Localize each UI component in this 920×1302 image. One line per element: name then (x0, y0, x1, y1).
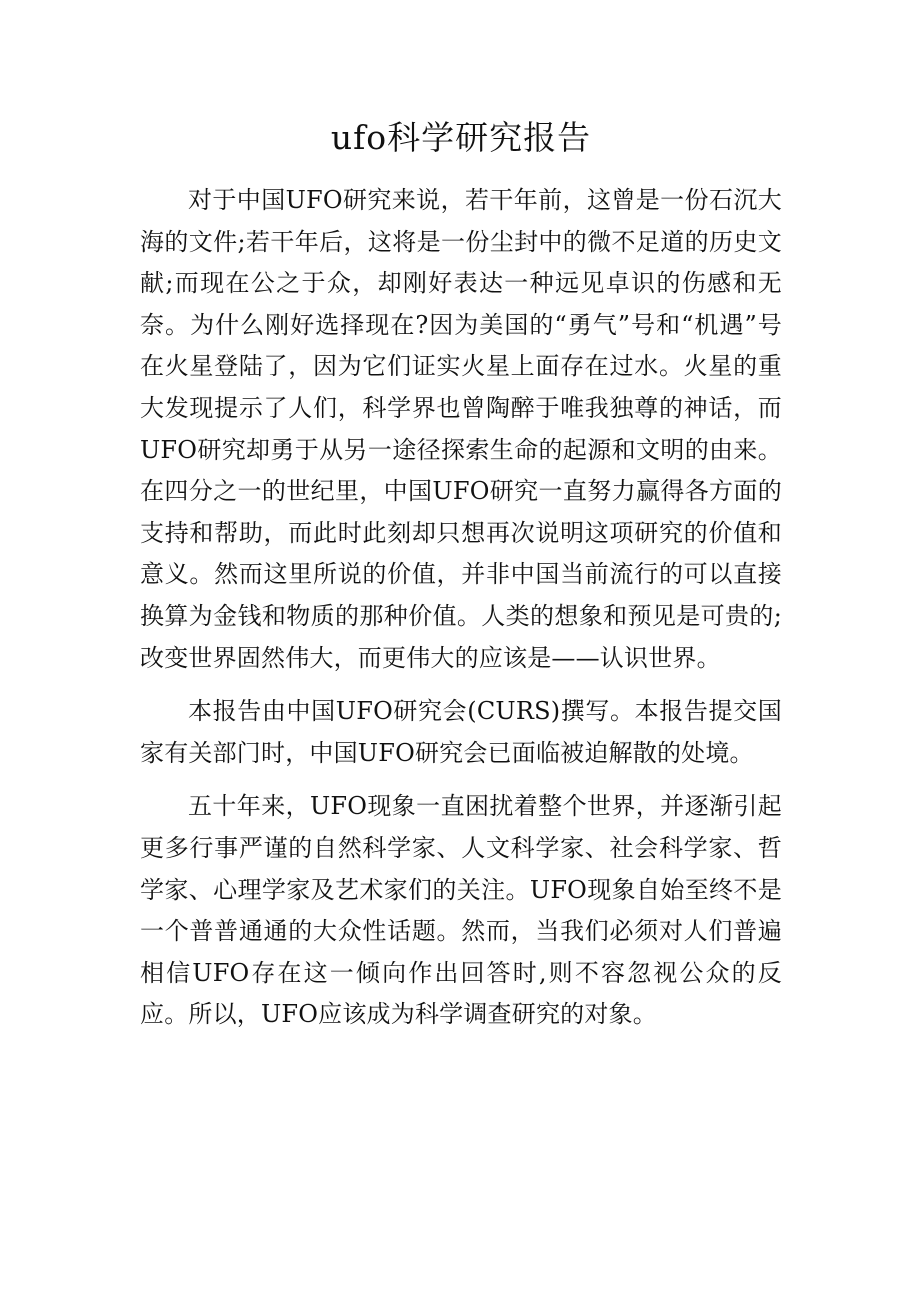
document-title: ufo科学研究报告 (330, 118, 592, 157)
document-body (140, 180, 782, 1036)
document-page (140, 0, 782, 1048)
paragraph-3: 五十年来，UFO现象一直困扰着整个世界，并逐渐引起更多行事严谨的自然科学家、人文科学家、社会科学家、哲学家、心理学家及艺术家们的关注。UFO现象自始至终不是一个普普通通的大众性话题。然而，当我们必须对人们普遍相信UFO存在这一倾向作出回答时,则不容忽视公众的反应。所以，UFO应该成为科学调查研究的对象。 (140, 792, 782, 1029)
paragraph-2: 本报告由中国UFO研究会(CURS)撰写。本报告提交国家有关部门时，中国UFO研究会已面临被迫解散的处境。 (140, 697, 782, 767)
paragraph-1: 对于中国UFO研究来说，若干年前，这曾是一份石沉大海的文件;若干年后，这将是一份尘封中的微不足道的历史文献;而现在公之于众，却刚好表达一种远见卓识的伤感和无奈。为什么刚好选择现在?因为美国的“勇气”号和“机遇”号在火星登陆了，因为它们证实火星上面存在过水。火星的重大发现提示了人们，科学界也曾陶醉于唯我独尊的神话，而UFO研究却勇于从另一途径探索生命的起源和文明的由来。在四分之一的世纪里，中国UFO研究一直努力赢得各方面的支持和帮助，而此时此刻却只想再次说明这项研究的价值和意义。然而这里所说的价值，并非中国当前流行的可以直接换算为金钱和物质的那种价值。人类的想象和预见是可贵的;改变世界固然伟大，而更伟大的应该是——认识世界。 (140, 186, 782, 672)
